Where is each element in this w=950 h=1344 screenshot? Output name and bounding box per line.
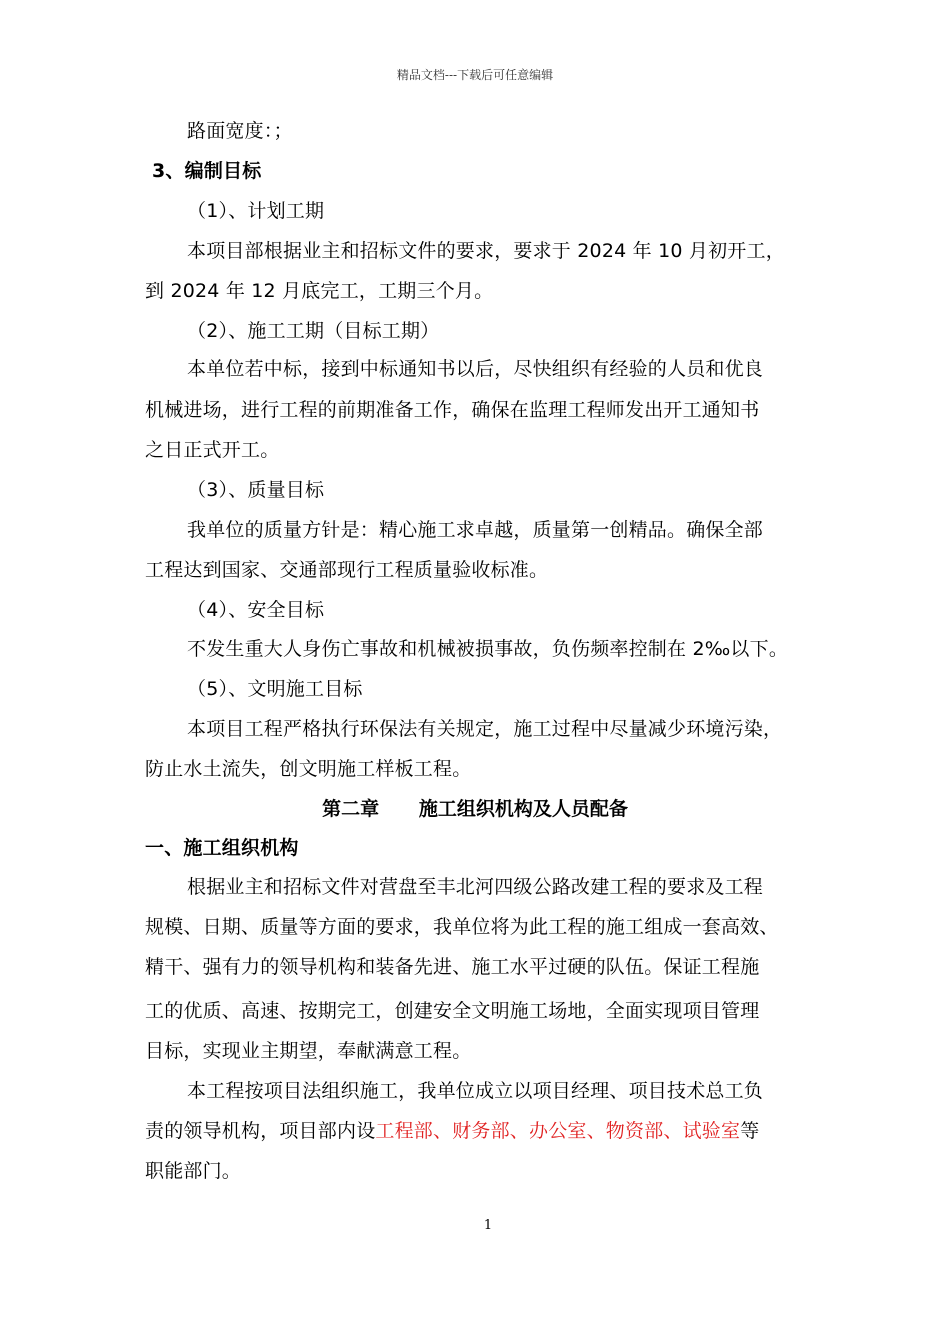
paragraph-line: 之日正式开工。 bbox=[145, 439, 280, 461]
heading-compile-goals: 3、编制目标 bbox=[152, 160, 262, 182]
page-header: 精品文档---下载后可任意编辑 bbox=[396, 68, 554, 82]
paragraph-line: 到 2024 年 12 月底完工，工期三个月。 bbox=[145, 280, 494, 302]
paragraph-line-with-highlight bbox=[145, 1118, 759, 1144]
road-width-line: 路面宽度：； bbox=[187, 120, 293, 142]
chapter-title: 第二章 施工组织机构及人员配备 bbox=[322, 798, 628, 820]
paragraph-line: 不发生重大人身伤亡事故和机械被损事故，负伤频率控制在 2‰以下。 bbox=[187, 638, 789, 660]
paragraph-line: 根据业主和招标文件对营盘至丰北河四级公路改建工程的要求及工程 bbox=[187, 876, 764, 898]
paragraph-line: 本工程按项目法组织施工，我单位成立以项目经理、项目技术总工负 bbox=[187, 1080, 764, 1102]
paragraph-line: 我单位的质量方针是：精心施工求卓越，质量第一创精品。确保全部 bbox=[187, 519, 764, 541]
page-number: 1 bbox=[483, 1218, 493, 1233]
section-heading: 一、施工组织机构 bbox=[145, 837, 299, 859]
paragraph-text: 责的领导机构，项目部内设 bbox=[145, 1120, 376, 1142]
subheading-planned-schedule: （1）、计划工期 bbox=[187, 200, 325, 222]
subheading-construction-schedule: （2）、施工工期（目标工期） bbox=[187, 320, 440, 342]
paragraph-line: 本项目工程严格执行环保法有关规定，施工过程中尽量减少环境污染， bbox=[187, 718, 783, 740]
paragraph-line: 规模、日期、质量等方面的要求，我单位将为此工程的施工组成一套高效、 bbox=[145, 916, 779, 938]
subheading-safety-goal: （4）、安全目标 bbox=[187, 599, 325, 621]
paragraph-line: 工程达到国家、交通部现行工程质量验收标准。 bbox=[145, 559, 549, 581]
highlighted-departments: 工程部、财务部、办公室、物资部、试验室 bbox=[375, 1120, 741, 1142]
paragraph-line: 目标，实现业主期望，奉献满意工程。 bbox=[145, 1040, 472, 1062]
paragraph-line: 本单位若中标，接到中标通知书以后，尽快组织有经验的人员和优良 bbox=[187, 358, 764, 380]
paragraph-line: 机械进场，进行工程的前期准备工作，确保在监理工程师发出开工通知书 bbox=[145, 399, 760, 421]
subheading-quality-goal: （3）、质量目标 bbox=[187, 479, 325, 501]
paragraph-text: 等 bbox=[740, 1120, 760, 1142]
subheading-civilized-construction-goal: （5）、文明施工目标 bbox=[187, 678, 363, 700]
paragraph-line: 精干、强有力的领导机构和装备先进、施工水平过硬的队伍。保证工程施 bbox=[145, 956, 760, 978]
paragraph-line: 工的优质、高速、按期完工，创建安全文明施工场地，全面实现项目管理 bbox=[145, 1000, 760, 1022]
paragraph-line: 职能部门。 bbox=[145, 1160, 242, 1182]
paragraph-line: 防止水土流失，创文明施工样板工程。 bbox=[145, 758, 472, 780]
paragraph-line: 本项目部根据业主和招标文件的要求，要求于 2024 年 10 月初开工， bbox=[187, 240, 785, 262]
